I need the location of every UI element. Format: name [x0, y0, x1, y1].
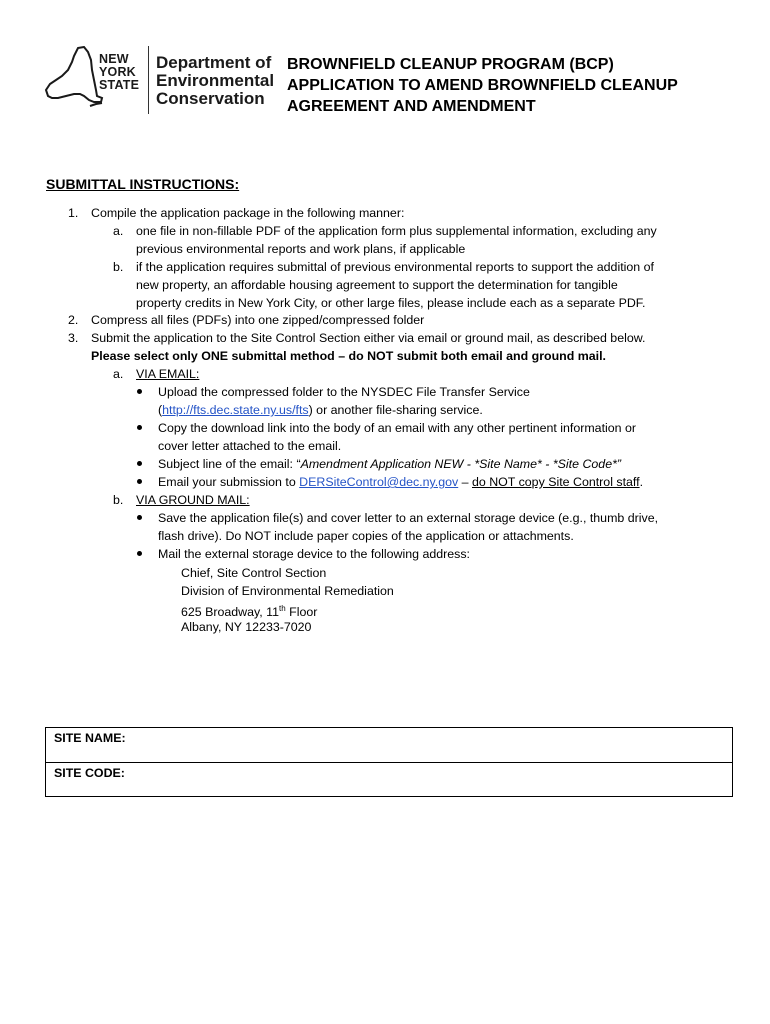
- item-3-text: Submit the application to the Site Control Section either via email or ground mail, as described below.: [91, 331, 646, 345]
- email-bullet-1-line-1: Upload the compressed folder to the NYSDEC File Transfer Service: [158, 385, 530, 399]
- site-code-field[interactable]: [46, 762, 732, 797]
- site-name-field[interactable]: [46, 728, 732, 762]
- email-bullet-4: Email your submission to DERSiteControl@dec.ny.gov – do NOT copy Site Control staff.: [158, 475, 644, 489]
- site-info-box: [45, 727, 733, 797]
- logo-department-text: Department of Environmental Conservation: [156, 53, 275, 108]
- bullet-icon: [137, 479, 142, 484]
- via-email-heading: VIA EMAIL:: [136, 367, 200, 381]
- bullet-icon: [137, 425, 142, 430]
- bullet-icon: [137, 551, 142, 556]
- bullet-icon: [137, 461, 142, 466]
- logo-state-text: NEW YORK STATE: [99, 52, 140, 92]
- item-2-number: 2.: [68, 313, 79, 327]
- logo-divider: [148, 46, 149, 114]
- email-label: a.: [113, 367, 124, 381]
- fts-link[interactable]: http://fts.dec.state.ny.us/fts: [162, 403, 309, 417]
- item-1-text: Compile the application package in the following manner:: [91, 206, 405, 220]
- mail-bullet-1-line-2: flash drive). Do NOT include paper copies of the application or attachments.: [158, 529, 574, 543]
- item-1-number: 1.: [68, 206, 79, 220]
- item-2-text: Compress all files (PDFs) into one zipped/compressed folder: [91, 313, 425, 327]
- nysdec-logo: [44, 46, 274, 116]
- item-1a-label: a.: [113, 224, 124, 238]
- document-title: BROWNFIELD CLEANUP PROGRAM (BCP) APPLICATION TO AMEND BROWNFIELD CLEANUP AGREEMENT AND AMENDMENT: [287, 56, 678, 115]
- item-1a-line-1: one file in non-fillable PDF of the application form plus supplemental information, excluding any: [136, 224, 657, 238]
- item-1a-line-2: previous environmental reports and work plans, if applicable: [136, 242, 466, 256]
- item-3-number: 3.: [68, 331, 79, 345]
- address-line-3: 625 Broadway, 11th Floor: [181, 604, 318, 620]
- bullet-icon: [137, 389, 142, 394]
- site-name-label: SITE NAME:: [54, 731, 126, 745]
- site-code-label: SITE CODE:: [54, 766, 125, 780]
- via-ground-mail-heading: VIA GROUND MAIL:: [136, 493, 250, 507]
- email-bullet-2-line-2: cover letter attached to the email.: [158, 439, 342, 453]
- mail-bullet-2: Mail the external storage device to the following address:: [158, 547, 471, 561]
- bullet-icon: [137, 515, 142, 520]
- site-control-email-link[interactable]: DERSiteControl@dec.ny.gov: [299, 475, 459, 489]
- email-bullet-3: Subject line of the email: “Amendment Application NEW - *Site Name* - *Site Code*”: [158, 457, 622, 471]
- address-line-4: Albany, NY 12233-7020: [181, 620, 312, 634]
- item-1b-line-3: property credits in New York City, or other large files, please include each as a separate PDF.: [136, 296, 646, 310]
- address-line-1: Chief, Site Control Section: [181, 566, 327, 580]
- address-line-2: Division of Environmental Remediation: [181, 584, 394, 598]
- mail-bullet-1-line-1: Save the application file(s) and cover letter to an external storage device (e.g., thumb drive,: [158, 511, 659, 525]
- item-1b-line-1: if the application requires submittal of previous environmental reports to support the addition of: [136, 260, 654, 274]
- item-1b-line-2: new property, an affordable housing agreement to support the determination for tangible: [136, 278, 618, 292]
- new-york-state-outline-icon: [44, 46, 104, 110]
- item-1b-label: b.: [113, 260, 124, 274]
- mail-label: b.: [113, 493, 124, 507]
- email-bullet-1-line-2: (http://fts.dec.state.ny.us/fts) or another file-sharing service.: [158, 403, 483, 417]
- item-3-bold-note: Please select only ONE submittal method – do NOT submit both email and ground mail.: [91, 349, 606, 363]
- email-bullet-2-line-1: Copy the download link into the body of an email with any other pertinent information or: [158, 421, 637, 435]
- submittal-instructions-heading: SUBMITTAL INSTRUCTIONS:: [46, 176, 240, 192]
